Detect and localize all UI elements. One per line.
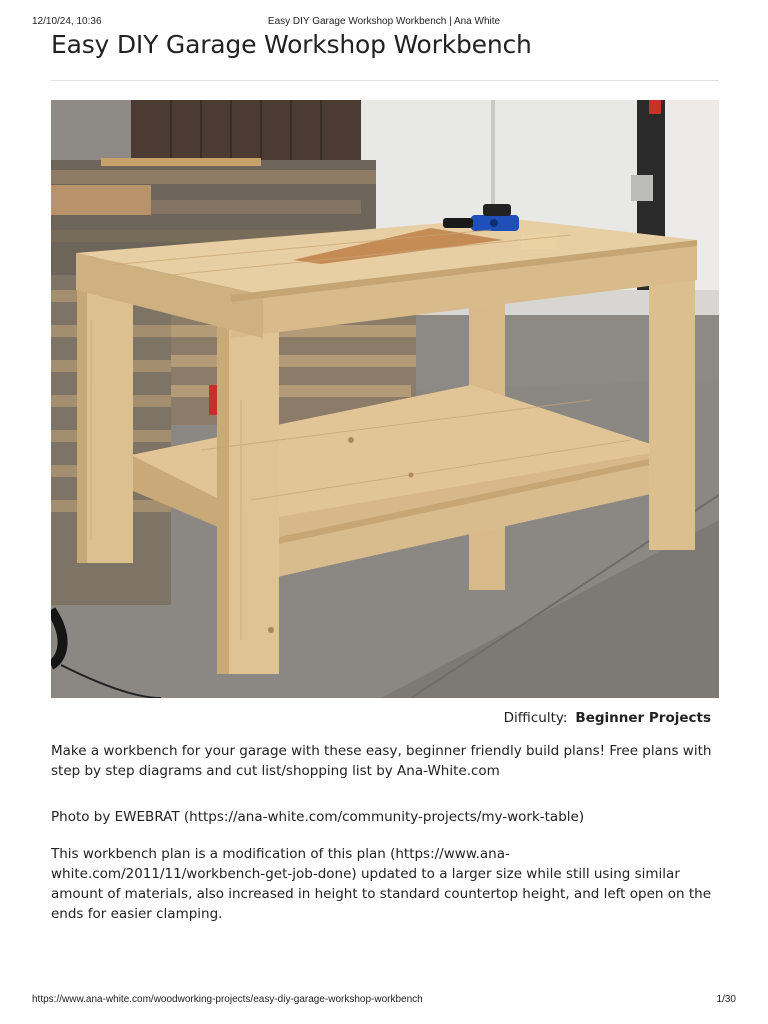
intro-paragraph: Make a workbench for your garage with these easy, beginner friendly build plans! Free plans with step by step diagrams and cut list/shopping list by Ana-White.com: [51, 743, 712, 779]
print-footer: [32, 994, 736, 1008]
difficulty: [504, 710, 711, 726]
modification-paragraph: This workbench plan is a modification of this plan (https://www.ana-white.com/2011/11/workbench-get-job-done) updated to a larger size while still using similar amount of materials, also increased in height to standard countertop height, and left open on the ends for easier clamping.: [51, 846, 712, 922]
workbench-illustration: [51, 100, 719, 698]
difficulty-value[interactable]: Beginner Projects: [575, 710, 711, 726]
print-page-number: 1/30: [716, 994, 736, 1005]
page-title: Easy DIY Garage Workshop Workbench: [51, 30, 532, 59]
photo-credit-paragraph: Photo by EWEBRAT (https://ana-white.com/community-projects/my-work-table): [51, 809, 585, 825]
title-divider: [51, 80, 719, 81]
print-timestamp: 12/10/24, 10:36: [32, 16, 102, 27]
print-document-title: Easy DIY Garage Workshop Workbench | Ana White: [267, 16, 501, 27]
print-header: [32, 16, 736, 30]
print-url: https://www.ana-white.com/woodworking-projects/easy-diy-garage-workshop-workbench: [32, 994, 423, 1005]
difficulty-label: Difficulty:: [503, 710, 568, 726]
workbench-photo: [51, 100, 719, 698]
